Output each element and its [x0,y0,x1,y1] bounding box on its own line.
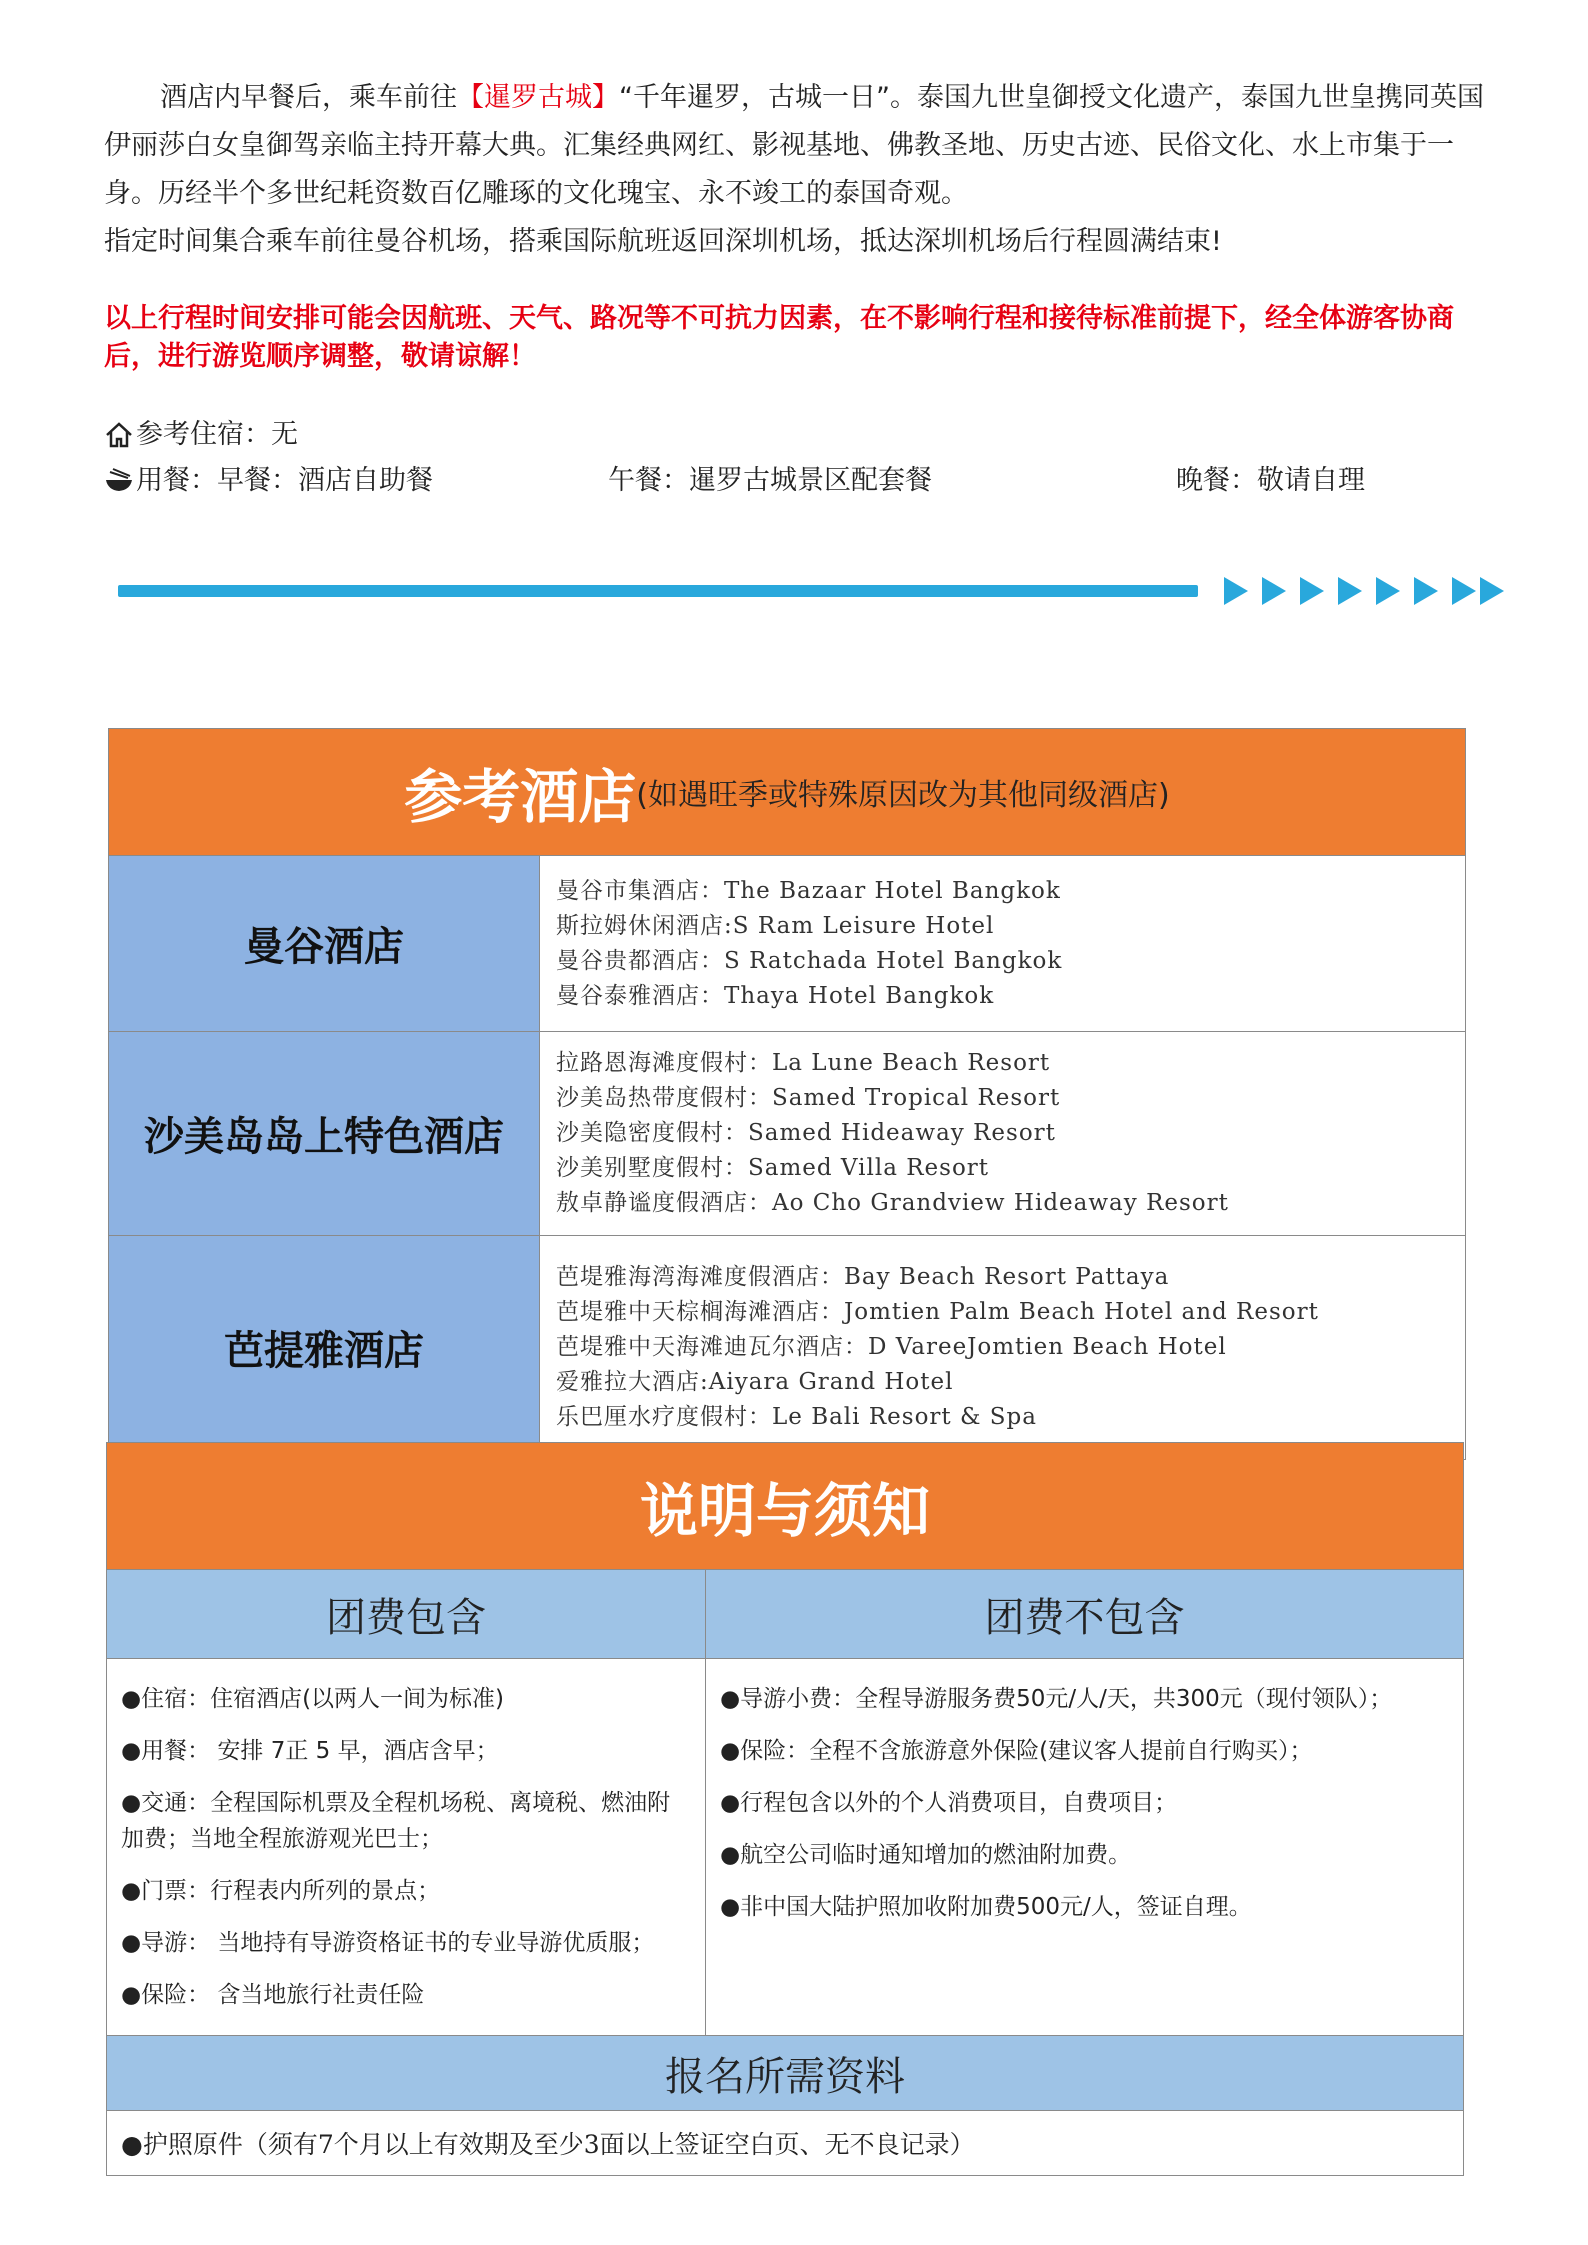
excluded-list [706,1659,1464,2036]
meal-bowl-icon [104,466,134,496]
arrow-row-icon [1224,575,1504,607]
hotel-list-pattaya [540,1236,1466,1460]
included-item: ●用餐： 安排 7正 5 早，酒店含早； [121,1738,499,1764]
hotel-item: 敖卓静谧度假酒店：Ao Cho Grandview Hideaway Resort [556,1190,1229,1216]
itinerary-paragraph-1 [104,74,1494,218]
section-divider [118,585,1198,597]
hotel-group-row [109,1236,1466,1460]
lodging-row [104,412,1504,458]
notes-title: 说明与须知 [107,1443,1464,1570]
excluded-header: 团费不包含 [706,1570,1464,1659]
breakfast-text: 用餐：早餐：酒店自助餐 [136,465,433,496]
hotel-item: 曼谷泰雅酒店：Thaya Hotel Bangkok [556,982,995,1009]
hotel-item: 芭堤雅中天海滩迪瓦尔酒店：D VareeJomtien Beach Hotel [556,1334,1227,1360]
house-icon [104,420,134,450]
lunch-text: 午餐：暹罗古城景区配套餐 [608,465,932,496]
hotel-group-row [109,856,1466,1032]
excluded-item: ●保险：全程不含旅游意外保险(建议客人提前自行购买）； [720,1738,1313,1764]
hotels-subtitle: (如遇旺季或特殊原因改为其他同级酒店) [636,778,1170,813]
hotel-item: 拉路恩海滩度假村：La Lune Beach Resort [556,1050,1051,1076]
itinerary-text [104,74,1494,266]
p1-before: 酒店内早餐后，乘车前往 [160,82,457,113]
city-pattaya: 芭提雅酒店 [109,1236,540,1460]
hotel-item: 芭堤雅海湾海滩度假酒店：Bay Beach Resort Pattaya [556,1264,1170,1290]
excluded-item: ●非中国大陆护照加收附加费500元/人，签证自理。 [720,1894,1252,1920]
hotel-item: 曼谷贵都酒店：S Ratchada Hotel Bangkok [556,947,1063,974]
hotel-list-samed [540,1032,1466,1236]
hotel-item: 沙美别墅度假村：Samed Villa Resort [556,1155,990,1181]
included-list [107,1659,706,2036]
included-item: ●交通：全程国际机票及全程机场税、离境税、燃油附加费；当地全程旅游观光巴士； [121,1790,671,1852]
hotel-item: 曼谷市集酒店：The Bazaar Hotel Bangkok [556,877,1061,904]
hotel-item: 沙美岛热带度假村：Samed Tropical Resort [556,1085,1061,1111]
hotel-item: 乐巴厘水疗度假村：Le Bali Resort & Spa [556,1404,1037,1430]
hotel-item: 沙美隐密度假村：Samed Hideaway Resort [556,1120,1056,1146]
docs-passport: ●护照原件（须有7个月以上有效期及至少3面以上签证空白页、无不良记录） [107,2111,1464,2176]
day-info [104,412,1504,504]
hotels-title: 参考酒店 [404,763,637,831]
schedule-notice: 以上行程时间安排可能会因航班、天气、路况等不可抗力因素，在不影响行程和接待标准前提下，经全体游客协商 后，进行游览顺序调整，敬请谅解！ [104,303,1454,372]
city-bangkok: 曼谷酒店 [109,856,540,1032]
included-header: 团费包含 [107,1570,706,1659]
hotel-item: 斯拉姆休闲酒店:S Ram Leisure Hotel [556,912,995,939]
lodging-text: 参考住宿：无 [136,419,298,450]
hotel-item: 芭堤雅中天棕榈海滩酒店：Jomtien Palm Beach Hotel and Resort [556,1299,1319,1325]
dinner-text: 晚餐：敬请自理 [1176,465,1365,496]
docs-header: 报名所需资料 [107,2036,1464,2111]
included-item: ●保险： 含当地旅行社责任险 [121,1982,425,2008]
excluded-item: ●导游小费：全程导游服务费50元/人/天，共300元（现付领队）； [720,1686,1393,1712]
notes-table [106,1442,1464,2176]
ancient-city-highlight: 【暹罗古城】 [457,82,619,113]
included-item: ●导游： 当地持有导游资格证书的专业导游优质服； [121,1930,655,1956]
hotel-group-row [109,1032,1466,1236]
itinerary-paragraph-2: 指定时间集合乘车前往曼谷机场，搭乘国际航班返回深圳机场，抵达深圳机场后行程圆满结束! [104,226,1222,257]
hotels-table [108,728,1466,1460]
city-samed: 沙美岛岛上特色酒店 [109,1032,540,1236]
included-item: ●住宿：住宿酒店(以两人一间为标准) [121,1686,505,1712]
excluded-item: ●航空公司临时通知增加的燃油附加费。 [720,1842,1132,1868]
p1-after: “千年暹罗，古城一日”。泰国九世皇御授文化遗产，泰国九世皇携同英国伊丽莎白女皇御驾亲临主持开幕大典。汇集经典网红、影视基地、佛教圣地、历史古迹、民俗文化、水上市集于一身。历经半个多世纪耗资数百亿雕琢的文化瑰宝、永不竣工的泰国奇观。 [104,82,1484,209]
hotel-item: 爱雅拉大酒店:Aiyara Grand Hotel [556,1369,954,1395]
hotels-header [109,729,1466,856]
included-item: ●门票：行程表内所列的景点； [121,1878,441,1904]
hotel-list-bangkok [540,856,1466,1032]
excluded-item: ●行程包含以外的个人消费项目，自费项目； [720,1790,1178,1816]
meal-row [104,458,1504,504]
